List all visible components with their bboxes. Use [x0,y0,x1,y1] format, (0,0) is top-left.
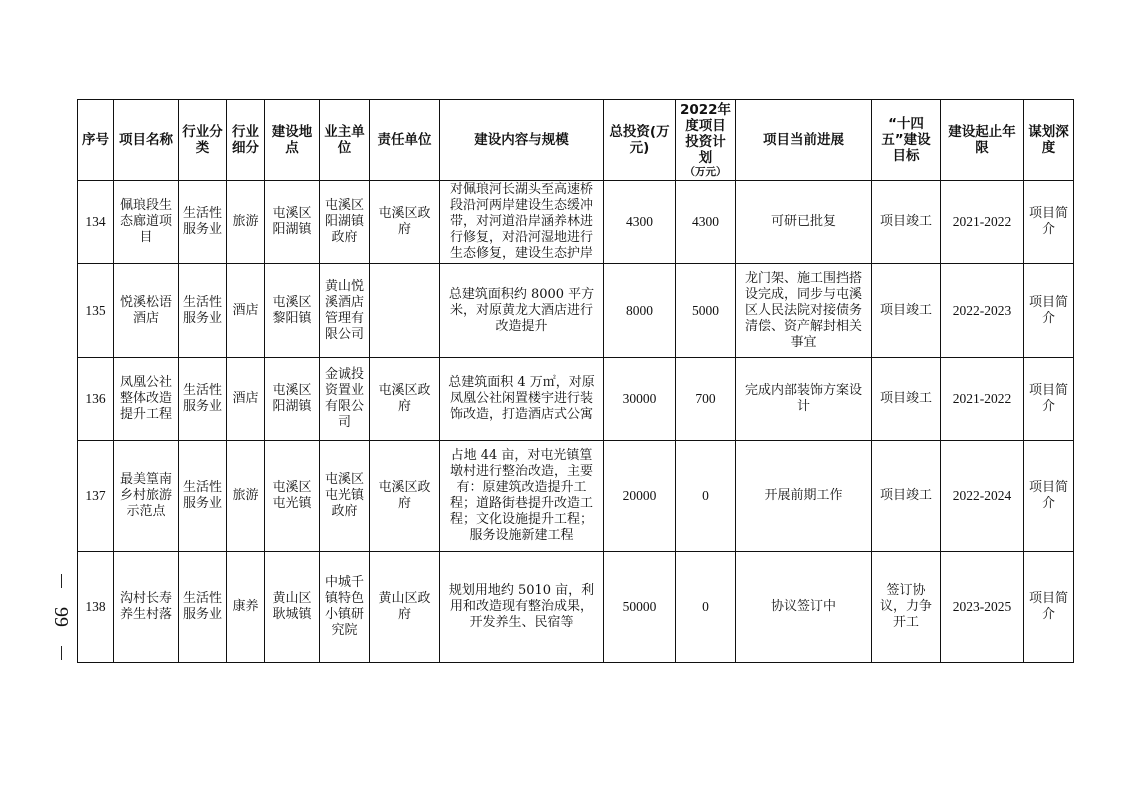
header-responsible: 责任单位 [370,100,440,181]
cell-owner: 金诚投资置业有限公司 [320,358,370,441]
cell-location: 屯溪区阳湖镇 [265,181,320,264]
cell-responsible: 屯溪区政府 [370,441,440,552]
cell-content: 规划用地约 5010 亩，利用和改造现有整治成果，开发养生、民宿等 [440,552,604,663]
cell-period: 2021-2022 [941,181,1024,264]
cell-goal: 项目竣工 [872,264,941,358]
cell-total-investment: 4300 [604,181,676,264]
cell-goal: 项目竣工 [872,358,941,441]
project-table [77,99,1074,663]
cell-responsible: 屯溪区政府 [370,181,440,264]
table-row [78,264,1074,358]
cell-sub-industry: 康养 [227,552,265,663]
header-owner: 业主单位 [320,100,370,181]
header-location: 建设地点 [265,100,320,181]
header-period: 建设起止年限 [941,100,1024,181]
cell-responsible: 屯溪区政府 [370,358,440,441]
cell-content: 总建筑面积约 8000 平方米，对原黄龙大酒店进行改造提升 [440,264,604,358]
cell-annual-plan: 5000 [676,264,736,358]
header-sub-industry: 行业细分 [227,100,265,181]
header-industry: 行业分类 [179,100,227,181]
cell-name: 沟村长寿养生村落 [114,552,179,663]
cell-total-investment: 20000 [604,441,676,552]
cell-owner: 中城千镇特色小镇研究院 [320,552,370,663]
header-annual-plan [676,100,736,181]
cell-period: 2022-2024 [941,441,1024,552]
header-name: 项目名称 [114,100,179,181]
cell-responsible [370,264,440,358]
cell-seq: 138 [78,552,114,663]
cell-progress: 可研已批复 [736,181,872,264]
page-number-dash-bottom [61,646,62,660]
cell-content: 总建筑面积 4 万㎡，对原凤凰公社闲置楼宇进行装饰改造，打造酒店式公寓 [440,358,604,441]
table-row [78,181,1074,264]
cell-depth: 项目简介 [1024,181,1074,264]
cell-depth: 项目简介 [1024,441,1074,552]
cell-total-investment: 8000 [604,264,676,358]
cell-annual-plan: 0 [676,552,736,663]
table-row [78,552,1074,663]
cell-annual-plan: 4300 [676,181,736,264]
header-annual-plan-unit: （万元） [684,165,727,178]
cell-period: 2023-2025 [941,552,1024,663]
page-number-value: 99 [50,607,72,627]
cell-location: 屯溪区阳湖镇 [265,358,320,441]
cell-seq: 134 [78,181,114,264]
table-header-row [78,100,1074,181]
cell-industry: 生活性服务业 [179,552,227,663]
cell-responsible: 黄山区政府 [370,552,440,663]
cell-goal: 项目竣工 [872,441,941,552]
cell-owner: 屯溪区屯光镇政府 [320,441,370,552]
cell-depth: 项目简介 [1024,552,1074,663]
cell-progress: 完成内部装饰方案设计 [736,358,872,441]
cell-location: 黄山区耿城镇 [265,552,320,663]
cell-depth: 项目简介 [1024,264,1074,358]
cell-progress: 龙门架、施工围挡搭设完成，同步与屯溪区人民法院对接债务清偿、资产解封相关事宜 [736,264,872,358]
cell-total-investment: 30000 [604,358,676,441]
cell-location: 屯溪区屯光镇 [265,441,320,552]
header-total-investment: 总投资(万元) [604,100,676,181]
table-row [78,441,1074,552]
cell-location: 屯溪区黎阳镇 [265,264,320,358]
cell-progress: 协议签订中 [736,552,872,663]
page-number-dash-top [61,574,62,588]
cell-goal: 项目竣工 [872,181,941,264]
cell-name: 最美篁南乡村旅游示范点 [114,441,179,552]
cell-content: 占地 44 亩，对屯光镇篁墩村进行整治改造，主要有：原建筑改造提升工程；道路街巷提升改造工程；文化设施提升工程；服务设施新建工程 [440,441,604,552]
cell-name: 悦溪松语酒店 [114,264,179,358]
cell-seq: 135 [78,264,114,358]
cell-period: 2022-2023 [941,264,1024,358]
header-content: 建设内容与规模 [440,100,604,181]
cell-period: 2021-2022 [941,358,1024,441]
cell-sub-industry: 旅游 [227,441,265,552]
table-row [78,358,1074,441]
cell-progress: 开展前期工作 [736,441,872,552]
cell-industry: 生活性服务业 [179,181,227,264]
page-number [50,574,72,660]
header-progress: 项目当前进展 [736,100,872,181]
cell-annual-plan: 0 [676,441,736,552]
cell-content: 对佩琅河长湖头至高速桥段沿河两岸建设生态缓冲带，对河道沿岸涵养林进行修复，对沿河湿地进行生态修复，建设生态护岸 [440,181,604,264]
cell-sub-industry: 酒店 [227,358,265,441]
cell-seq: 136 [78,358,114,441]
cell-seq: 137 [78,441,114,552]
header-annual-plan-label: 2022年度项目投资计划 [679,101,732,166]
cell-depth: 项目简介 [1024,358,1074,441]
header-goal: “十四五”建设目标 [872,100,941,181]
cell-sub-industry: 酒店 [227,264,265,358]
cell-annual-plan: 700 [676,358,736,441]
cell-total-investment: 50000 [604,552,676,663]
cell-industry: 生活性服务业 [179,264,227,358]
cell-owner: 黄山悦溪酒店管理有限公司 [320,264,370,358]
cell-industry: 生活性服务业 [179,441,227,552]
cell-name: 凤凰公社整体改造提升工程 [114,358,179,441]
cell-owner: 屯溪区阳湖镇政府 [320,181,370,264]
header-seq: 序号 [78,100,114,181]
cell-sub-industry: 旅游 [227,181,265,264]
cell-name: 佩琅段生态廊道项目 [114,181,179,264]
cell-industry: 生活性服务业 [179,358,227,441]
cell-goal: 签订协议，力争开工 [872,552,941,663]
header-depth: 谋划深度 [1024,100,1074,181]
